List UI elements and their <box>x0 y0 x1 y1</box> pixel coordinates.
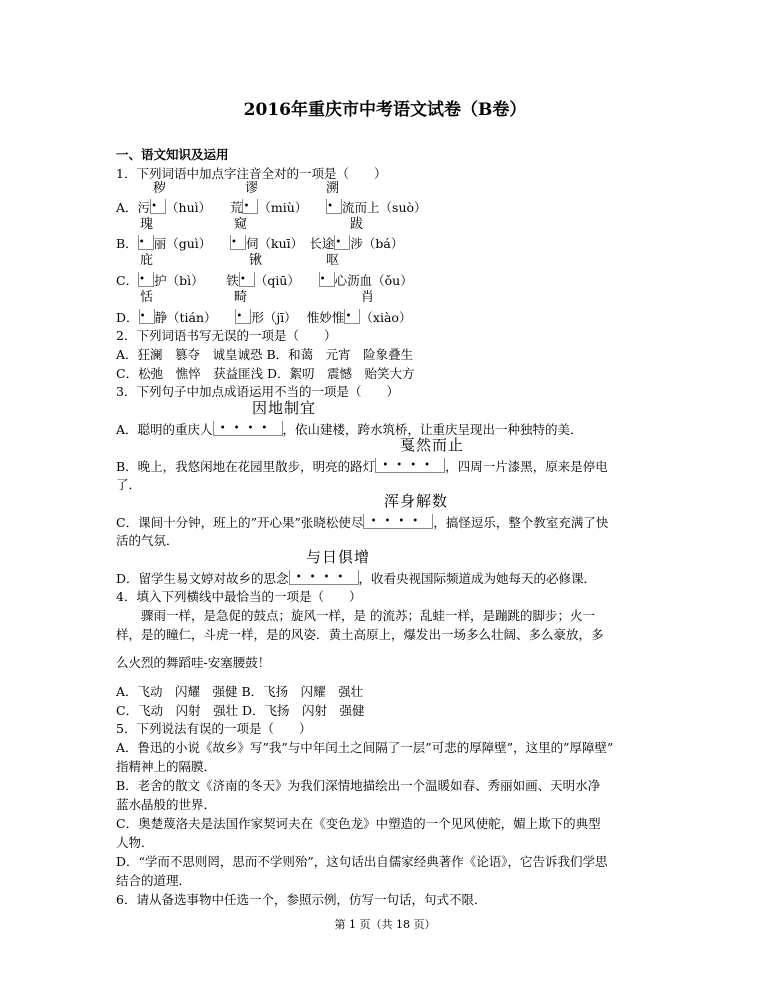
question-3-option-c-cont: 活的气氛． <box>116 533 179 548</box>
emphasis-box: •••• <box>289 570 359 585</box>
ruby-idiom: 与日俱增 <box>306 548 371 566</box>
ruby-char: 秽 <box>153 181 167 196</box>
ruby-char: 溯 <box>326 181 340 196</box>
question-2-options-cd: C．松弛 憔悴 获益匪浅 D．絮叨 震憾 贻笑大方 <box>116 366 415 381</box>
question-5-option-b: B．老舍的散文《济南的冬天》为我们深情地描绘出一个温暖如春、秀丽如画、天明水净 <box>116 778 601 793</box>
emphasis-box: •••• <box>213 421 283 436</box>
question-1-option-a: A．污 • （huì） 荒 • （miù） • 流而上（suò） <box>116 200 427 215</box>
ruby-char: 跋 <box>350 217 364 232</box>
emphasis-box: • <box>239 274 254 285</box>
ruby-char: 恬 <box>140 290 154 305</box>
emphasis-box: • <box>335 237 350 248</box>
question-2-stem: 2．下列词语书写无误的一项是（ ） <box>116 328 337 343</box>
question-5-option-c-cont: 人物． <box>116 835 154 850</box>
page-footer: 第 1 页（共 18 页） <box>334 918 436 931</box>
ruby-char: 肖 <box>361 290 375 305</box>
question-1-option-d: D． • 静（tián） • 形（jī） 惟妙惟 • （xiào） <box>116 310 412 325</box>
emphasis-box: • <box>319 274 334 285</box>
ruby-char: 畸 <box>234 290 248 305</box>
question-4-options-cd: C．飞动 闪射 强壮 D．飞扬 闪射 强健 <box>116 703 365 718</box>
question-5-option-d: D．“学而不思则罔，思而不学则殆”，这句话出自儒家经典著作《论语》，它告诉我们学思 <box>116 854 608 869</box>
question-5-option-a: A．鲁迅的小说《故乡》写”我”与中年闰土之间隔了一层”可悲的厚障壁”，这里的”厚障壁” <box>116 740 614 755</box>
question-4-passage: 么火烈的舞蹈哇-安塞腰鼓！ <box>116 655 271 670</box>
emphasis-box: • <box>243 201 258 212</box>
ruby-char: 庇 <box>140 253 154 268</box>
ruby-idiom: 戛然而止 <box>400 436 465 454</box>
question-1-option-c: C． • 护（bì） 铁 • （qiū） • 心沥血（ǒu） <box>116 273 413 288</box>
question-4-stem: 4．填入下列横线中最恰当的一项是（ ） <box>116 589 362 604</box>
question-4-passage: 样，是的瞳仁，斗虎一样，是的风姿．黄土高原上，爆发出一场多么壮阔、多么豪放，多 <box>116 627 604 642</box>
question-6-stem: 6．请从备选事物中任选一个，参照示例，仿写一句话，句式不限． <box>116 892 487 907</box>
question-3-option-d: D．留学生易文婷对故乡的思念 •••• ，收看央视国际频道成为她每天的必修课． <box>116 571 597 586</box>
question-3-option-b-cont: 了． <box>116 477 142 492</box>
ruby-char: 锹 <box>249 253 263 268</box>
question-2-options-ab: A．狂澜 篡夺 诚皇诚恐 B．和蔼 元宵 险象叠生 <box>116 347 414 362</box>
question-3-stem: 3．下列句子中加点成语运用不当的一项是（ ） <box>116 384 399 399</box>
question-4-passage: 骤雨一样，是急促的鼓点；旋风一样，是 的流苏；乱蛙一样，是蹦跳的脚步；火一 <box>141 608 595 623</box>
ruby-idiom: 浑身解数 <box>384 492 449 510</box>
question-1-option-b: B． • 丽（guì） • 伺（kuī） 长途 • 涉（bá） <box>116 236 404 251</box>
emphasis-box: • <box>151 201 165 212</box>
question-5-option-d-cont: 结合的道理． <box>116 873 192 888</box>
emphasis-box: • <box>139 311 154 322</box>
emphasis-box: • <box>231 237 245 248</box>
ruby-char: 瑰 <box>140 217 154 232</box>
ruby-char: 谬 <box>245 181 259 196</box>
emphasis-box: • <box>345 311 360 322</box>
question-5-stem: 5．下列说法有误的一项是（ ） <box>116 721 312 736</box>
ruby-char: 窥 <box>234 217 248 232</box>
emphasis-box: • <box>327 201 341 212</box>
ruby-char: 呕 <box>326 253 340 268</box>
question-1-stem: 1．下列词语中加点字注音全对的一项是（ ） <box>116 166 387 181</box>
emphasis-box: • <box>236 311 251 322</box>
emphasis-box: • <box>138 237 153 248</box>
question-3-option-c: C．课间十分钟，班上的”开心果”张晓松使尽 •••• ，搞怪逗乐，整个教室充满了快 <box>116 515 609 530</box>
question-5-option-b-cont: 蓝水晶般的世界． <box>116 797 217 812</box>
emphasis-box: •••• <box>363 514 433 529</box>
page-title: 2016年重庆市中考语文试卷（B卷） <box>243 100 527 120</box>
emphasis-box: • <box>139 274 154 285</box>
ruby-idiom: 因地制宜 <box>252 399 317 417</box>
question-5-option-c: C．奥楚蔑洛夫是法国作家契诃夫在《变色龙》中塑造的一个见风使舵，媚上欺下的典型 <box>116 816 601 831</box>
question-3-option-a: A．聪明的重庆人 •••• ，依山建楼，跨水筑桥，让重庆呈现出一种独特的美． <box>116 422 583 437</box>
question-4-options-ab: A．飞动 闪耀 强健 B．飞扬 闪耀 强壮 <box>116 684 364 699</box>
question-3-option-b: B．晚上，我悠闲地在花园里散步，明亮的路灯 •••• ，四周一片漆黑，原来是停电 <box>116 459 608 474</box>
section-heading: 一、语文知识及运用 <box>116 147 229 162</box>
emphasis-box: •••• <box>375 458 445 473</box>
question-5-option-a-cont: 指精神上的隔膜． <box>116 759 217 774</box>
